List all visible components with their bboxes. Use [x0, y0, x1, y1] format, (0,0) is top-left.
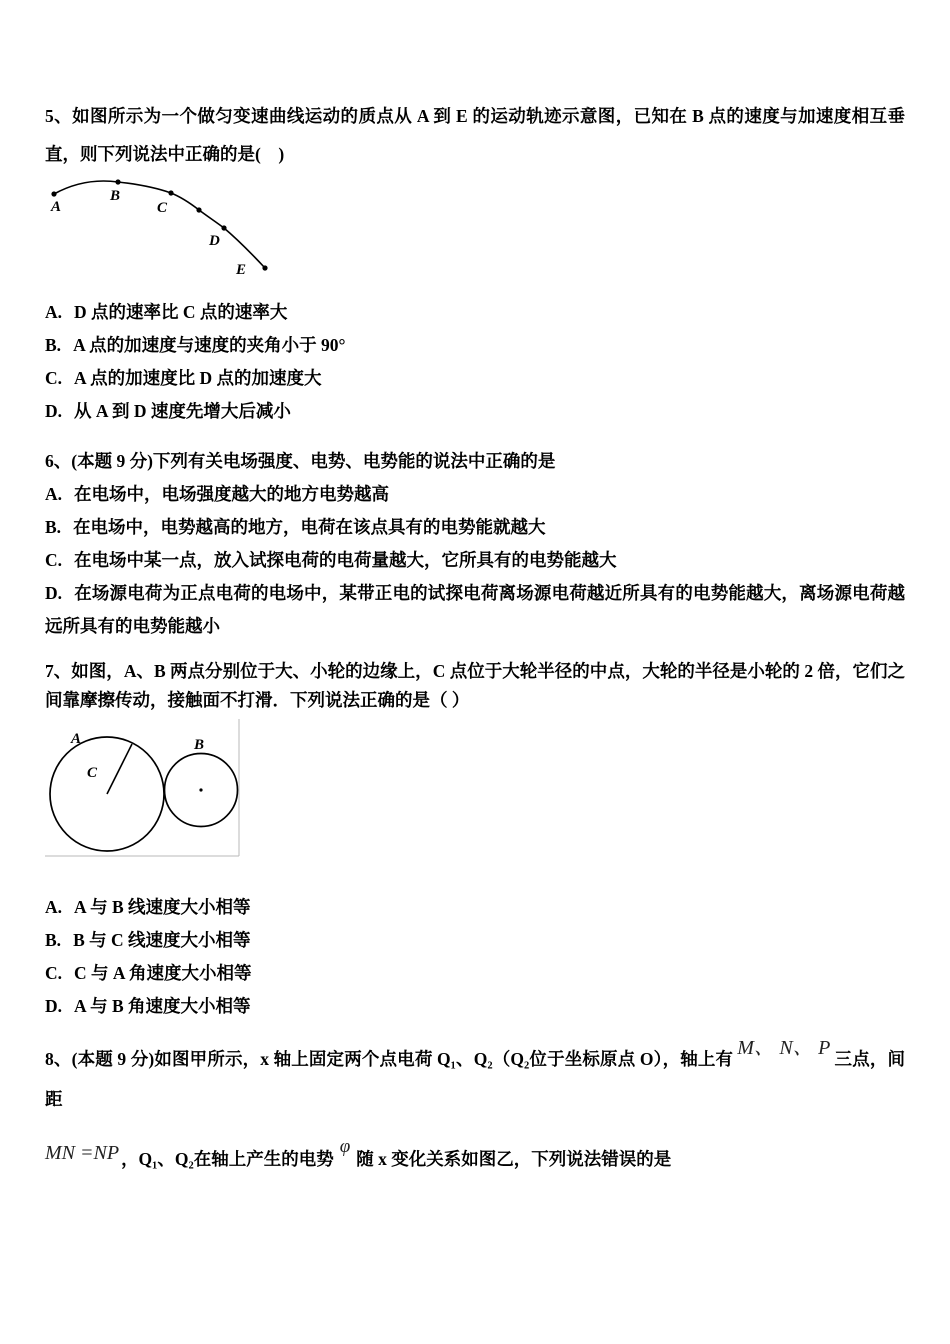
radius-line	[107, 744, 132, 794]
small-wheel-center-dot	[199, 788, 202, 791]
formula-phi: φ	[339, 1136, 351, 1157]
q5-option-a-text: D 点的速率比 C 点的速率大	[74, 302, 288, 322]
q7-option-b	[45, 924, 905, 957]
wheel-label-b: B	[194, 737, 205, 753]
question-7-number: 7、	[45, 661, 72, 681]
q6-option-d-text: 在场源电荷为正点电荷的电场中，某带正电的试探电荷离场源电荷越近所具有的电势能越大，离场源电荷越远所具有的电势能越小	[45, 583, 905, 636]
q6-option-c-label: C.	[45, 550, 63, 570]
question-7	[45, 657, 905, 1023]
q5-option-d	[45, 395, 905, 428]
q8-segment-2: 三点，间距	[45, 1049, 906, 1109]
question-6	[45, 444, 905, 643]
q5-option-d-label: D.	[45, 401, 63, 421]
q6-option-d-label: D.	[45, 583, 63, 603]
q5-option-b-text: A 点的加速度与速度的夹角小于 90°	[73, 335, 346, 355]
question-8-number: 8、	[45, 1049, 72, 1069]
q6-option-c-text: 在电场中某一点，放入试探电荷的电荷量越大，它所具有的电势能越大	[74, 550, 617, 570]
q6-option-c	[45, 544, 905, 577]
point-dot-e	[262, 265, 267, 270]
point-dot-c	[168, 190, 173, 195]
question-7-options	[45, 891, 905, 1023]
formula-mn-equals-np: MN =NP	[45, 1142, 120, 1164]
q6-option-b-label: B.	[45, 517, 62, 537]
wheel-label-a: A	[71, 731, 82, 747]
q5-option-a	[45, 296, 905, 329]
q6-option-d	[45, 577, 905, 643]
q7-option-b-label: B.	[45, 930, 62, 950]
question-6-options	[45, 478, 905, 643]
q6-option-a	[45, 478, 905, 511]
question-6-number: 6、	[45, 451, 72, 471]
question-6-stem: (本题 9 分)下列有关电场强度、电势、电势能的说法中正确的是	[71, 451, 556, 471]
point-label-e: E	[236, 262, 247, 278]
question-5	[45, 97, 905, 428]
q6-option-a-label: A.	[45, 484, 63, 504]
q5-option-c	[45, 362, 905, 395]
q7-option-d	[45, 990, 905, 1023]
q7-option-d-label: D.	[45, 996, 63, 1016]
question-8-line2	[45, 1136, 905, 1180]
question-7-stem: 如图，A、B 两点分别位于大、小轮的边缘上，C 点位于大轮半径的中点，大轮的半径是小轮的 2 倍，它们之间靠摩擦传动，接触面不打滑．下列说法正确的是（ ）	[45, 661, 906, 710]
q7-option-a-label: A.	[45, 897, 63, 917]
q7-option-a-text: A 与 B 线速度大小相等	[74, 897, 251, 917]
point-label-a: A	[51, 199, 62, 215]
q5-option-c-text: A 点的加速度比 D 点的加速度大	[74, 368, 322, 388]
q7-option-b-text: B 与 C 线速度大小相等	[73, 930, 251, 950]
point-dot-a	[51, 191, 56, 196]
q7-option-c	[45, 957, 905, 990]
point-label-b: B	[110, 188, 121, 204]
point-dot-b	[115, 179, 120, 184]
question-6-text	[45, 444, 905, 478]
q8-segment-1: (本题 9 分)如图甲所示，x 轴上固定两个点电荷 Q₁、Q₂（Q₂位于坐标原点 O），轴上有	[71, 1049, 734, 1069]
question-8	[45, 1039, 905, 1180]
q6-option-a-text: 在电场中，电场强度越大的地方电势越高	[74, 484, 390, 504]
wheels-figure	[45, 719, 245, 859]
q5-option-b	[45, 329, 905, 362]
q5-option-a-label: A.	[45, 302, 63, 322]
question-5-stem: 如图所示为一个做匀变速曲线运动的质点从 A 到 E 的运动轨迹示意图，已知在 B 点的速度与加速度相互垂直，则下列说法中正确的是( )	[45, 106, 906, 164]
q7-option-c-text: C 与 A 角速度大小相等	[74, 963, 252, 983]
trajectory-curve-path	[54, 181, 265, 268]
point-dot-d	[221, 225, 226, 230]
question-5-text	[45, 97, 905, 173]
question-7-text	[45, 657, 905, 715]
wheel-label-c: C	[87, 765, 98, 781]
formula-points-mnp: M、 N、 P	[737, 1037, 831, 1059]
q5-option-c-label: C.	[45, 368, 63, 388]
question-5-options	[45, 296, 905, 428]
q5-option-d-text: 从 A 到 D 速度先增大后减小	[74, 401, 291, 421]
q6-option-b	[45, 511, 905, 544]
q7-option-a	[45, 891, 905, 924]
point-label-d: D	[209, 233, 220, 249]
point-label-c: C	[157, 200, 168, 216]
q7-option-c-label: C.	[45, 963, 63, 983]
q8-segment-4: 随 x 变化关系如图乙，下列说法错误的是	[356, 1149, 672, 1169]
q5-option-b-label: B.	[45, 335, 62, 355]
point-dot-mid	[196, 207, 201, 212]
trajectory-figure	[47, 175, 327, 280]
question-8-line1	[45, 1039, 905, 1119]
question-5-number: 5、	[45, 106, 73, 126]
q8-segment-3: ，Q₁、Q₂在轴上产生的电势	[121, 1149, 334, 1169]
q7-option-d-text: A 与 B 角速度大小相等	[74, 996, 251, 1016]
q6-option-b-text: 在电场中，电势越高的地方，电荷在该点具有的电势能就越大	[73, 517, 546, 537]
